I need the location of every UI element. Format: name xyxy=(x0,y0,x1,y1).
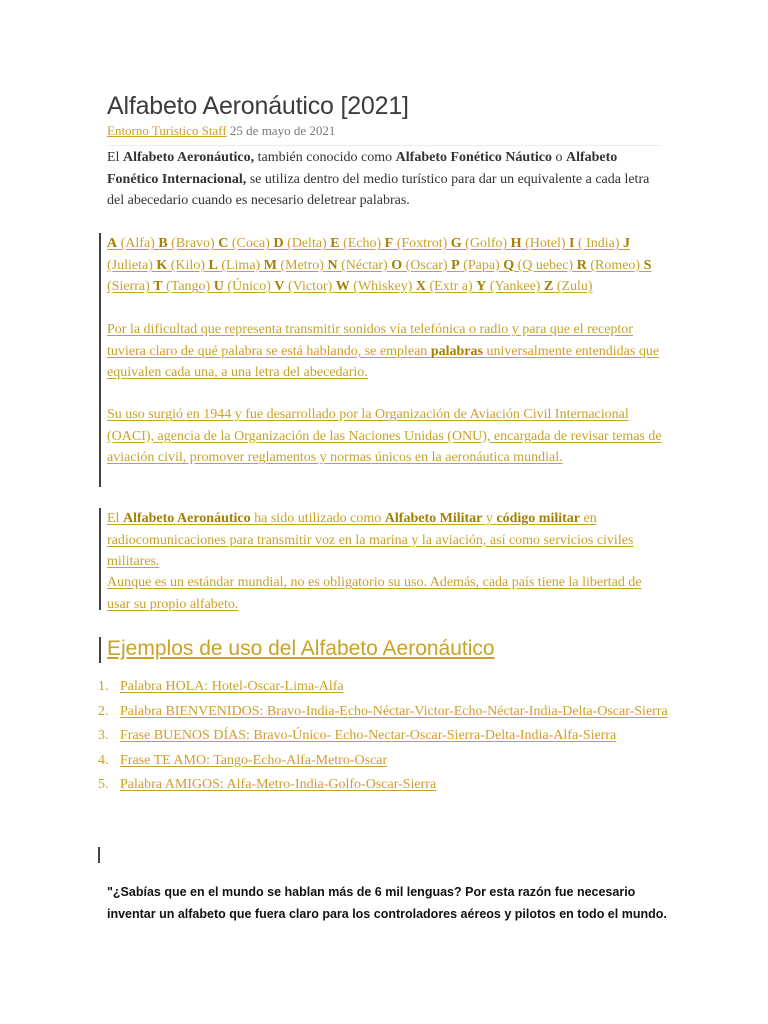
reason-bold: palabras xyxy=(430,343,483,359)
alphabet-word: (Oscar) xyxy=(402,257,452,273)
military-bold-1: Alfabeto Aeronáutico xyxy=(122,511,251,526)
alphabet-letter: R xyxy=(576,257,587,273)
article-meta xyxy=(107,123,335,139)
alphabet-letter: G xyxy=(450,236,462,251)
military-text-2: ha sido utilizado como xyxy=(250,511,385,526)
origin-paragraph[interactable]: Su uso surgió en 1944 y fue desarrollado por la Organización de Aviación Civil Internacional (OACI), agencia de la Organización de las Naciones Unidas (ONU), encargada de revisar temas de aviación civil, promover reglamentos y normas únicos en la aeronáutica mundial. xyxy=(107,407,662,465)
alphabet-letter: K xyxy=(156,257,168,273)
author-link[interactable]: Entorno Turistico Staff xyxy=(107,123,227,138)
example-text: Palabra HOLA: Hotel-Oscar-Lima-Alfa xyxy=(120,679,344,694)
alphabet-letter: X xyxy=(415,279,426,294)
alphabet-word: (Lima) xyxy=(217,257,264,273)
example-item[interactable] xyxy=(98,725,668,747)
example-number: 2. xyxy=(98,703,109,719)
example-text: Frase TE AMO: Tango-Echo-Alfa-Metro-Oscar xyxy=(120,752,388,768)
military-bold-3: código militar xyxy=(496,511,580,526)
alphabet-letter: S xyxy=(643,257,652,273)
alphabet-letter: U xyxy=(213,279,224,294)
alphabet-letter: P xyxy=(451,257,460,273)
alphabet-word: (Tango) xyxy=(162,279,214,294)
alphabet-word: (Romeo) xyxy=(586,257,644,273)
alphabet-word: (Zulu) xyxy=(553,279,593,294)
example-item[interactable] xyxy=(98,750,668,772)
example-text: Palabra BIENVENIDOS: Bravo-India-Echo-Néctar-Victor-Echo-Néctar-India-Delta-Oscar-Sierra xyxy=(120,703,668,719)
alphabet-list[interactable] xyxy=(107,233,667,298)
intro-bold-2: Alfabeto Fonético Náutico xyxy=(395,150,552,165)
military-text-4: en radiocomunicaciones para transmitir voz en la marina y la aviación, así como servicios civiles militares. xyxy=(107,511,634,569)
alphabet-letter: B xyxy=(158,236,168,251)
example-number: 3. xyxy=(98,728,109,743)
alphabet-letter: Q xyxy=(503,257,515,273)
page-title: Alfabeto Aeronáutico [2021] xyxy=(107,92,409,120)
example-text: Frase BUENOS DÍAS: Bravo-Único- Echo-Nectar-Oscar-Sierra-Delta-India-Alfa-Sierra xyxy=(120,728,617,743)
military-text-1: El xyxy=(107,511,123,526)
examples-list xyxy=(98,676,668,799)
fact-quote: "¿Sabías que en el mundo se hablan más de 6 mil lenguas? Por esta razón fue necesario inventar un alfabeto que fuera claro para los controladores aéreos y pilotos en todo el mundo. xyxy=(107,885,667,921)
examples-heading[interactable]: Ejemplos de uso del Alfabeto Aeronáutico xyxy=(107,637,495,660)
alphabet-letter: N xyxy=(327,257,338,273)
alphabet-word: (Victor) xyxy=(284,279,336,294)
meta-divider xyxy=(107,145,661,146)
alphabet-letter: V xyxy=(274,279,285,294)
alphabet-word: (Kilo) xyxy=(167,257,209,273)
alphabet-letter: I xyxy=(569,236,575,251)
alphabet-word: (Q uebec) xyxy=(514,257,577,273)
alphabet-word: (Echo) xyxy=(339,236,385,251)
alphabet-word: (Golfo) xyxy=(461,236,511,251)
reason-paragraph[interactable] xyxy=(107,319,667,384)
example-item[interactable] xyxy=(98,774,668,796)
example-item[interactable] xyxy=(98,676,668,698)
reason-text-1: Por la dificultad que representa transmitir sonidos vía telefónica o radio y para que el receptor tuviera claro de qué palabra se está hablando, se emplean xyxy=(107,322,633,359)
alphabet-letter: E xyxy=(330,236,340,251)
intro-bold-1: Alfabeto Aeronáutico, xyxy=(122,150,255,165)
alphabet-word: ( India) xyxy=(574,236,624,251)
alphabet-word: (Whiskey) xyxy=(349,279,416,294)
alphabet-word: (Yankee) xyxy=(486,279,544,294)
alphabet-word: (Julieta) xyxy=(107,257,157,273)
alphabet-word: (Hotel) xyxy=(521,236,569,251)
intro-paragraph xyxy=(107,147,667,212)
alphabet-word: (Sierra) xyxy=(107,279,154,294)
quote-bar-1 xyxy=(99,233,101,487)
example-number: 5. xyxy=(98,777,109,792)
alphabet-letter: O xyxy=(391,257,403,273)
alphabet-word: (Delta) xyxy=(283,236,331,251)
example-item[interactable] xyxy=(98,701,668,723)
standard-paragraph[interactable]: Aunque es un estándar mundial, no es obligatorio su uso. Además, cada país tiene la libertad de usar su propio alfabeto. xyxy=(107,575,642,612)
quote-bar-2 xyxy=(99,508,101,610)
alphabet-letter: L xyxy=(208,257,218,273)
cursor-bar xyxy=(98,847,100,863)
alphabet-letter: F xyxy=(384,236,394,251)
alphabet-word: (Metro) xyxy=(276,257,328,273)
alphabet-letter: A xyxy=(107,236,118,251)
example-text: Palabra AMIGOS: Alfa-Metro-India-Golfo-Oscar-Sierra xyxy=(120,777,437,792)
heading-bar xyxy=(99,637,101,663)
example-number: 1. xyxy=(98,679,109,694)
alphabet-word: (Extr a) xyxy=(426,279,477,294)
alphabet-letter: C xyxy=(218,236,229,251)
alphabet-letter: Z xyxy=(543,279,554,294)
alphabet-letter: J xyxy=(623,236,631,251)
military-text-3: y xyxy=(482,511,497,526)
military-bold-2: Alfabeto Militar xyxy=(384,511,483,526)
alphabet-word: (Néctar) xyxy=(337,257,392,273)
reason-text-2: universalmente entendidas que equivalen cada una, a una letra del abecedario. xyxy=(107,343,660,380)
alphabet-letter: W xyxy=(335,279,350,294)
alphabet-word: (Único) xyxy=(223,279,275,294)
alphabet-letter: D xyxy=(273,236,284,251)
alphabet-word: (Papa) xyxy=(459,257,504,273)
alphabet-letter: H xyxy=(510,236,522,251)
alphabet-word: (Coca) xyxy=(228,236,274,251)
intro-text-3: o xyxy=(551,150,566,165)
intro-bold-3: Alfabeto Fonético Internacional, xyxy=(107,150,618,187)
military-paragraph[interactable] xyxy=(107,508,667,573)
alphabet-letter: M xyxy=(263,257,277,273)
alphabet-word: (Foxtrot) xyxy=(393,236,451,251)
example-number: 4. xyxy=(98,752,109,768)
alphabet-letter: Y xyxy=(476,279,487,294)
intro-text-2: también conocido como xyxy=(254,150,396,165)
intro-text-1: El xyxy=(107,150,123,165)
alphabet-word: (Bravo) xyxy=(167,236,219,251)
alphabet-letter: T xyxy=(153,279,163,294)
alphabet-word: (Alfa) xyxy=(117,236,159,251)
publish-date: 25 de mayo de 2021 xyxy=(229,123,336,138)
intro-text-4: se utiliza dentro del medio turístico para dar un equivalente a cada letra del abecedario cuando es necesario deletrear palabras. xyxy=(107,171,650,208)
